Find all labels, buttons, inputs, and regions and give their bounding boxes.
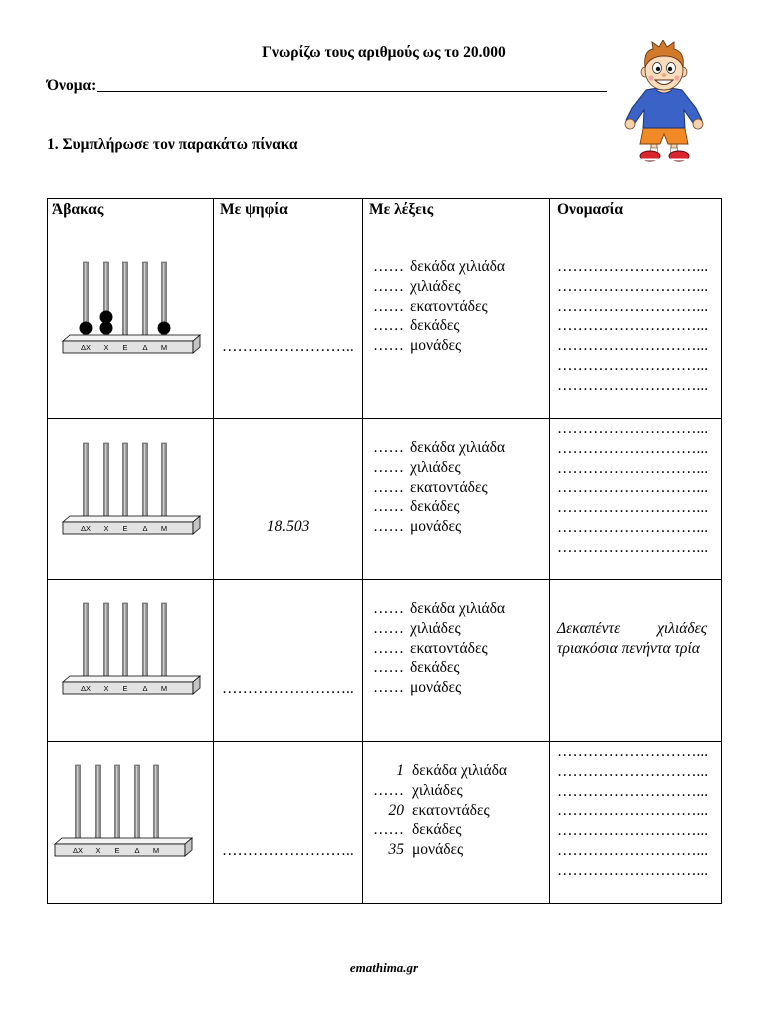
place-value-unit: εκατοντάδες xyxy=(412,801,490,819)
name-label: Όνομα: xyxy=(47,77,97,94)
abacus-base-top xyxy=(63,516,200,522)
table-cell-digits xyxy=(214,419,362,579)
place-value-unit: μονάδες xyxy=(412,841,464,858)
digits-value: 18.503 xyxy=(266,518,310,535)
blank-line: ………………………... xyxy=(557,459,709,477)
list-item xyxy=(370,678,505,698)
place-value-unit: μονάδες xyxy=(410,518,462,535)
place-value-count: …… xyxy=(373,297,404,315)
column-header-words: Με λέξεις xyxy=(369,201,434,218)
list-item xyxy=(370,781,507,801)
blank-line: ………………………... xyxy=(557,297,709,315)
list-item xyxy=(370,458,505,478)
worksheet-table xyxy=(47,198,722,904)
place-value-unit: χιλιάδες xyxy=(410,458,461,476)
blank-line: ………………………... xyxy=(557,337,709,354)
table-cell-abacus xyxy=(48,199,213,418)
place-value-count: …… xyxy=(373,258,404,275)
list-item xyxy=(370,820,507,840)
blank-line: ………………………... xyxy=(557,743,709,760)
abacus-figure xyxy=(62,603,202,696)
words-list xyxy=(370,438,505,537)
place-value-unit: χιλιάδες xyxy=(410,619,461,637)
table-cell-name xyxy=(550,199,721,418)
abacus-place-label: Δ xyxy=(142,524,148,533)
table-cell-name xyxy=(550,580,721,741)
abacus-bead xyxy=(158,322,171,335)
blank-line: ………………………... xyxy=(557,420,709,437)
list-item xyxy=(370,336,505,356)
abacus-place-label: Χ xyxy=(103,524,109,533)
place-value-unit: δεκάδα χιλιάδα xyxy=(412,762,507,779)
list-item xyxy=(370,297,505,317)
place-value-count: …… xyxy=(373,458,404,476)
name-blank-lines xyxy=(557,742,708,880)
list-item xyxy=(370,658,505,678)
abacus-place-label: ΔΧ xyxy=(72,846,84,855)
abacus-place-label: Ε xyxy=(122,343,128,352)
abacus-place-label: Ε xyxy=(122,524,128,533)
list-item xyxy=(370,277,505,297)
digits-blank: …………………….. xyxy=(222,680,354,697)
blank-line: ………………………... xyxy=(557,822,709,839)
name-field xyxy=(47,76,607,96)
blank-line: ………………………... xyxy=(557,518,709,536)
blank-line: ………………………... xyxy=(557,762,709,780)
list-item xyxy=(370,639,505,659)
place-value-count: …… xyxy=(373,639,404,657)
place-value-unit: δεκάδα χιλιάδα xyxy=(410,258,505,275)
blank-line: ………………………... xyxy=(557,277,709,295)
table-cell-abacus xyxy=(48,580,213,741)
blank-line: ………………………... xyxy=(557,538,709,556)
place-value-count: …… xyxy=(373,439,404,456)
abacus-bead xyxy=(80,322,93,335)
abacus-place-label: Μ xyxy=(160,524,168,533)
list-item xyxy=(370,316,505,336)
digits-blank: …………………….. xyxy=(222,842,354,859)
number-name-text: Δεκαπέντε χιλιάδες τριακόσια πενήντα τρία xyxy=(557,620,707,657)
place-value-unit: δεκάδες xyxy=(410,659,460,677)
place-value-count: …… xyxy=(373,498,404,516)
place-value-unit: μονάδες xyxy=(410,337,462,354)
words-list xyxy=(370,761,507,860)
place-value-unit: χιλιάδες xyxy=(412,781,463,799)
list-item xyxy=(370,497,505,517)
abacus-place-label: Χ xyxy=(103,684,109,693)
page-title: Γνωρίζω τους αριθμούς ως το 20.000 xyxy=(262,44,506,61)
blank-line: ………………………... xyxy=(557,479,709,497)
place-value-count: …… xyxy=(373,600,404,617)
blank-line: ………………………... xyxy=(557,376,709,394)
footer-site: emathima.gr xyxy=(349,960,419,975)
name-blank-lines xyxy=(557,257,708,395)
place-value-unit: μονάδες xyxy=(410,679,462,696)
abacus-place-label: Δ xyxy=(142,684,148,693)
place-value-unit: εκατοντάδες xyxy=(410,478,488,496)
name-field-line xyxy=(97,76,607,92)
abacus-place-label: Μ xyxy=(152,846,160,855)
place-value-count: 20 xyxy=(388,801,404,819)
table-cell-words xyxy=(363,419,549,579)
list-item xyxy=(370,517,505,537)
place-value-unit: δεκάδα χιλιάδα xyxy=(410,600,505,617)
cartoon-boy-illustration xyxy=(622,40,706,162)
place-value-count: …… xyxy=(373,659,404,677)
place-value-count: …… xyxy=(373,518,404,535)
list-item xyxy=(370,257,505,277)
place-value-count: …… xyxy=(373,821,404,839)
column-header-name: Ονομασία xyxy=(557,201,624,218)
place-value-unit: δεκάδα χιλιάδα xyxy=(410,439,505,456)
place-value-count: …… xyxy=(373,619,404,637)
place-value-unit: δεκάδες xyxy=(410,317,460,335)
table-cell-digits xyxy=(214,580,362,741)
list-item xyxy=(370,478,505,498)
place-value-count: …… xyxy=(373,337,404,354)
exercise-instruction: 1. Συμπλήρωσε τον παρακάτω πίνακα xyxy=(47,136,298,153)
column-header-abacus: Άβακας xyxy=(52,201,104,218)
abacus-place-label: Ε xyxy=(114,846,120,855)
list-item xyxy=(370,619,505,639)
place-value-count: 35 xyxy=(388,841,404,858)
digits-blank: …………………….. xyxy=(222,338,354,355)
list-item xyxy=(370,599,505,619)
abacus-place-label: Μ xyxy=(160,684,168,693)
abacus-place-label: Μ xyxy=(160,343,168,352)
words-list xyxy=(370,599,505,698)
blank-line: ………………………... xyxy=(557,317,709,335)
name-blank-lines xyxy=(557,419,708,557)
abacus-place-label: Δ xyxy=(142,343,148,352)
blank-line: ………………………... xyxy=(557,802,709,820)
boy-head xyxy=(641,40,687,90)
boy-sweater xyxy=(626,88,702,128)
place-value-count: 1 xyxy=(396,762,404,779)
table-cell-digits xyxy=(214,199,362,418)
abacus-figure xyxy=(62,443,202,536)
abacus-bead xyxy=(100,311,113,324)
blank-line: ………………………... xyxy=(557,439,709,457)
words-list xyxy=(370,257,505,356)
table-cell-name xyxy=(550,742,721,903)
table-cell-digits xyxy=(214,742,362,903)
list-item xyxy=(370,438,505,458)
table-cell-abacus xyxy=(48,742,213,903)
table-cell-name xyxy=(550,419,721,579)
abacus-base-top xyxy=(63,676,200,682)
place-value-unit: εκατοντάδες xyxy=(410,297,488,315)
list-item xyxy=(370,840,507,860)
abacus-place-label: ΔΧ xyxy=(80,343,92,352)
table-cell-abacus xyxy=(48,419,213,579)
place-value-count: …… xyxy=(373,277,404,295)
abacus-figure xyxy=(54,765,194,858)
blank-line: ………………………... xyxy=(557,782,709,800)
table-cell-words xyxy=(363,742,549,903)
abacus-figure xyxy=(62,262,202,355)
place-value-unit: εκατοντάδες xyxy=(410,639,488,657)
abacus-base-top xyxy=(63,335,200,341)
place-value-count: …… xyxy=(373,781,404,799)
list-item xyxy=(370,761,507,781)
abacus-place-label: Ε xyxy=(122,684,128,693)
blank-line: ………………………... xyxy=(557,356,709,374)
table-cell-words xyxy=(363,580,549,741)
blank-line: ………………………... xyxy=(557,861,709,879)
place-value-unit: χιλιάδες xyxy=(410,277,461,295)
place-value-count: …… xyxy=(373,478,404,496)
place-value-count: …… xyxy=(373,317,404,335)
place-value-unit: δεκάδες xyxy=(410,498,460,516)
blank-line: ………………………... xyxy=(557,499,709,516)
boy-shoes xyxy=(640,151,689,161)
abacus-place-label: Δ xyxy=(134,846,140,855)
abacus-place-label: Χ xyxy=(103,343,109,352)
list-item xyxy=(370,801,507,821)
table-cell-words xyxy=(363,199,549,418)
abacus-base-top xyxy=(55,838,192,844)
abacus-place-label: Χ xyxy=(95,846,101,855)
column-header-digits: Με ψηφία xyxy=(220,201,288,218)
abacus-place-label: ΔΧ xyxy=(80,684,92,693)
place-value-unit: δεκάδες xyxy=(412,821,462,839)
place-value-count: …… xyxy=(373,679,404,696)
abacus-place-label: ΔΧ xyxy=(80,524,92,533)
blank-line: ………………………... xyxy=(557,841,709,859)
blank-line: ………………………... xyxy=(557,258,709,275)
